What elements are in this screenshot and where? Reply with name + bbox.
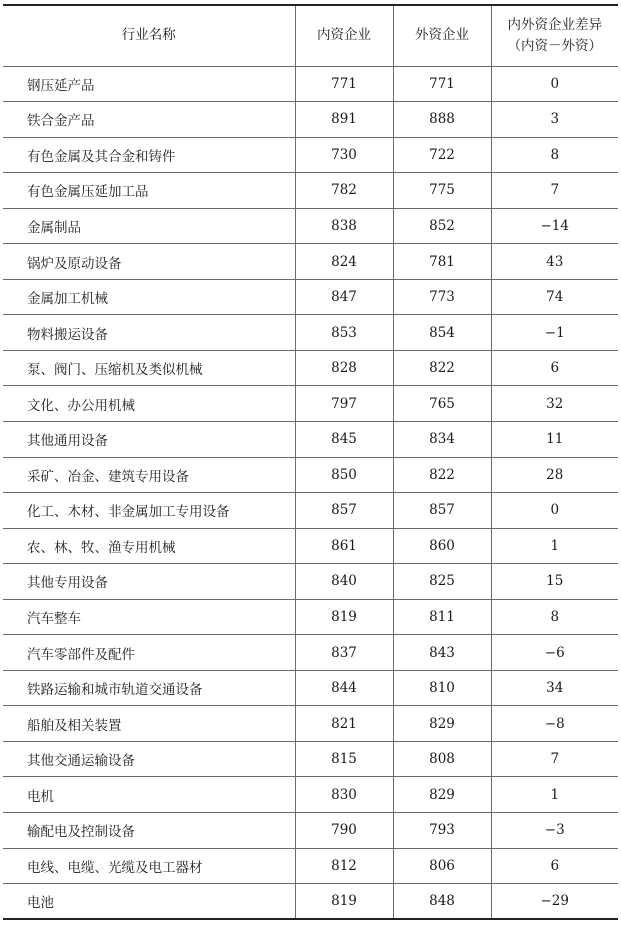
cell-domestic: 861 (295, 528, 393, 564)
cell-foreign: 811 (393, 599, 491, 635)
cell-domestic: 819 (295, 599, 393, 635)
cell-foreign: 822 (393, 457, 491, 493)
cell-foreign: 810 (393, 670, 491, 706)
cell-domestic: 812 (295, 848, 393, 884)
header-difference (491, 5, 618, 66)
table-row (3, 777, 618, 813)
cell-industry: 汽车零部件及配件 (3, 635, 295, 671)
cell-difference: 8 (491, 599, 618, 635)
cell-difference: 28 (491, 457, 618, 493)
cell-difference: 6 (491, 848, 618, 884)
header-industry: 行业名称 (3, 5, 295, 66)
cell-difference: 43 (491, 244, 618, 280)
cell-industry: 金属加工机械 (3, 279, 295, 315)
table-row (3, 457, 618, 493)
cell-difference: 1 (491, 777, 618, 813)
cell-industry: 其他交通运输设备 (3, 741, 295, 777)
cell-domestic: 797 (295, 386, 393, 422)
cell-foreign: 773 (393, 279, 491, 315)
cell-domestic: 840 (295, 564, 393, 600)
cell-difference: 0 (491, 66, 618, 102)
cell-difference: 74 (491, 279, 618, 315)
cell-domestic: 819 (295, 884, 393, 920)
cell-difference: −1 (491, 315, 618, 351)
table-row (3, 279, 618, 315)
table-row (3, 208, 618, 244)
cell-difference: −29 (491, 884, 618, 920)
cell-domestic: 891 (295, 102, 393, 138)
table-row (3, 386, 618, 422)
cell-foreign: 822 (393, 350, 491, 386)
table-row (3, 350, 618, 386)
cell-foreign: 765 (393, 386, 491, 422)
cell-industry: 船舶及相关装置 (3, 706, 295, 742)
cell-foreign: 834 (393, 421, 491, 457)
cell-foreign: 860 (393, 528, 491, 564)
cell-difference: −3 (491, 812, 618, 848)
cell-domestic: 837 (295, 635, 393, 671)
table-row (3, 884, 618, 920)
cell-domestic: 771 (295, 66, 393, 102)
cell-foreign: 825 (393, 564, 491, 600)
cell-industry: 铁合金产品 (3, 102, 295, 138)
table-row (3, 173, 618, 209)
cell-difference: 11 (491, 421, 618, 457)
table-row (3, 244, 618, 280)
header-difference-line1: 内外资企业差异 (507, 16, 602, 33)
cell-difference: 8 (491, 137, 618, 173)
cell-industry: 电池 (3, 884, 295, 920)
table-row (3, 102, 618, 138)
cell-difference: 34 (491, 670, 618, 706)
table-header (3, 5, 618, 66)
cell-foreign: 793 (393, 812, 491, 848)
cell-industry: 采矿、冶金、建筑专用设备 (3, 457, 295, 493)
cell-difference: −6 (491, 635, 618, 671)
header-row (3, 5, 618, 66)
cell-industry: 有色金属压延加工品 (3, 173, 295, 209)
table-row (3, 137, 618, 173)
cell-industry: 化工、木材、非金属加工专用设备 (3, 493, 295, 529)
cell-foreign: 888 (393, 102, 491, 138)
table-row (3, 564, 618, 600)
cell-foreign: 829 (393, 706, 491, 742)
table-row (3, 706, 618, 742)
cell-domestic: 815 (295, 741, 393, 777)
cell-foreign: 808 (393, 741, 491, 777)
cell-difference: 32 (491, 386, 618, 422)
cell-industry: 其他通用设备 (3, 421, 295, 457)
cell-domestic: 844 (295, 670, 393, 706)
cell-industry: 汽车整车 (3, 599, 295, 635)
table-row (3, 670, 618, 706)
cell-foreign: 852 (393, 208, 491, 244)
cell-domestic: 847 (295, 279, 393, 315)
cell-foreign: 848 (393, 884, 491, 920)
cell-foreign: 843 (393, 635, 491, 671)
cell-industry: 输配电及控制设备 (3, 812, 295, 848)
cell-domestic: 730 (295, 137, 393, 173)
cell-difference: 6 (491, 350, 618, 386)
cell-foreign: 829 (393, 777, 491, 813)
cell-difference: 15 (491, 564, 618, 600)
cell-foreign: 722 (393, 137, 491, 173)
cell-domestic: 830 (295, 777, 393, 813)
table-row (3, 421, 618, 457)
header-difference-line2: （内资－外资） (507, 37, 602, 54)
cell-difference: 7 (491, 741, 618, 777)
cell-domestic: 790 (295, 812, 393, 848)
cell-foreign: 857 (393, 493, 491, 529)
cell-domestic: 845 (295, 421, 393, 457)
table-row (3, 599, 618, 635)
cell-domestic: 857 (295, 493, 393, 529)
cell-foreign: 806 (393, 848, 491, 884)
cell-industry: 铁路运输和城市轨道交通设备 (3, 670, 295, 706)
cell-foreign: 854 (393, 315, 491, 351)
cell-difference: 1 (491, 528, 618, 564)
cell-foreign: 771 (393, 66, 491, 102)
cell-domestic: 824 (295, 244, 393, 280)
cell-difference: 7 (491, 173, 618, 209)
cell-industry: 泵、阀门、压缩机及类似机械 (3, 350, 295, 386)
cell-industry: 金属制品 (3, 208, 295, 244)
cell-domestic: 782 (295, 173, 393, 209)
cell-domestic: 853 (295, 315, 393, 351)
table-row (3, 848, 618, 884)
cell-industry: 有色金属及其合金和铸件 (3, 137, 295, 173)
header-foreign: 外资企业 (393, 5, 491, 66)
cell-foreign: 781 (393, 244, 491, 280)
table-row (3, 741, 618, 777)
cell-domestic: 828 (295, 350, 393, 386)
table-row (3, 528, 618, 564)
cell-difference: −8 (491, 706, 618, 742)
cell-domestic: 821 (295, 706, 393, 742)
cell-difference: 3 (491, 102, 618, 138)
cell-industry: 农、林、牧、渔专用机械 (3, 528, 295, 564)
data-table (3, 4, 618, 920)
cell-industry: 锅炉及原动设备 (3, 244, 295, 280)
cell-industry: 钢压延产品 (3, 66, 295, 102)
cell-difference: 0 (491, 493, 618, 529)
cell-foreign: 775 (393, 173, 491, 209)
cell-industry: 文化、办公用机械 (3, 386, 295, 422)
cell-industry: 电机 (3, 777, 295, 813)
cell-industry: 其他专用设备 (3, 564, 295, 600)
header-domestic: 内资企业 (295, 5, 393, 66)
table-row (3, 66, 618, 102)
cell-difference: −14 (491, 208, 618, 244)
table-row (3, 812, 618, 848)
table-row (3, 635, 618, 671)
cell-industry: 物料搬运设备 (3, 315, 295, 351)
table-row (3, 315, 618, 351)
table-row (3, 493, 618, 529)
cell-domestic: 838 (295, 208, 393, 244)
cell-industry: 电线、电缆、光缆及电工器材 (3, 848, 295, 884)
cell-domestic: 850 (295, 457, 393, 493)
table-body (3, 66, 618, 919)
